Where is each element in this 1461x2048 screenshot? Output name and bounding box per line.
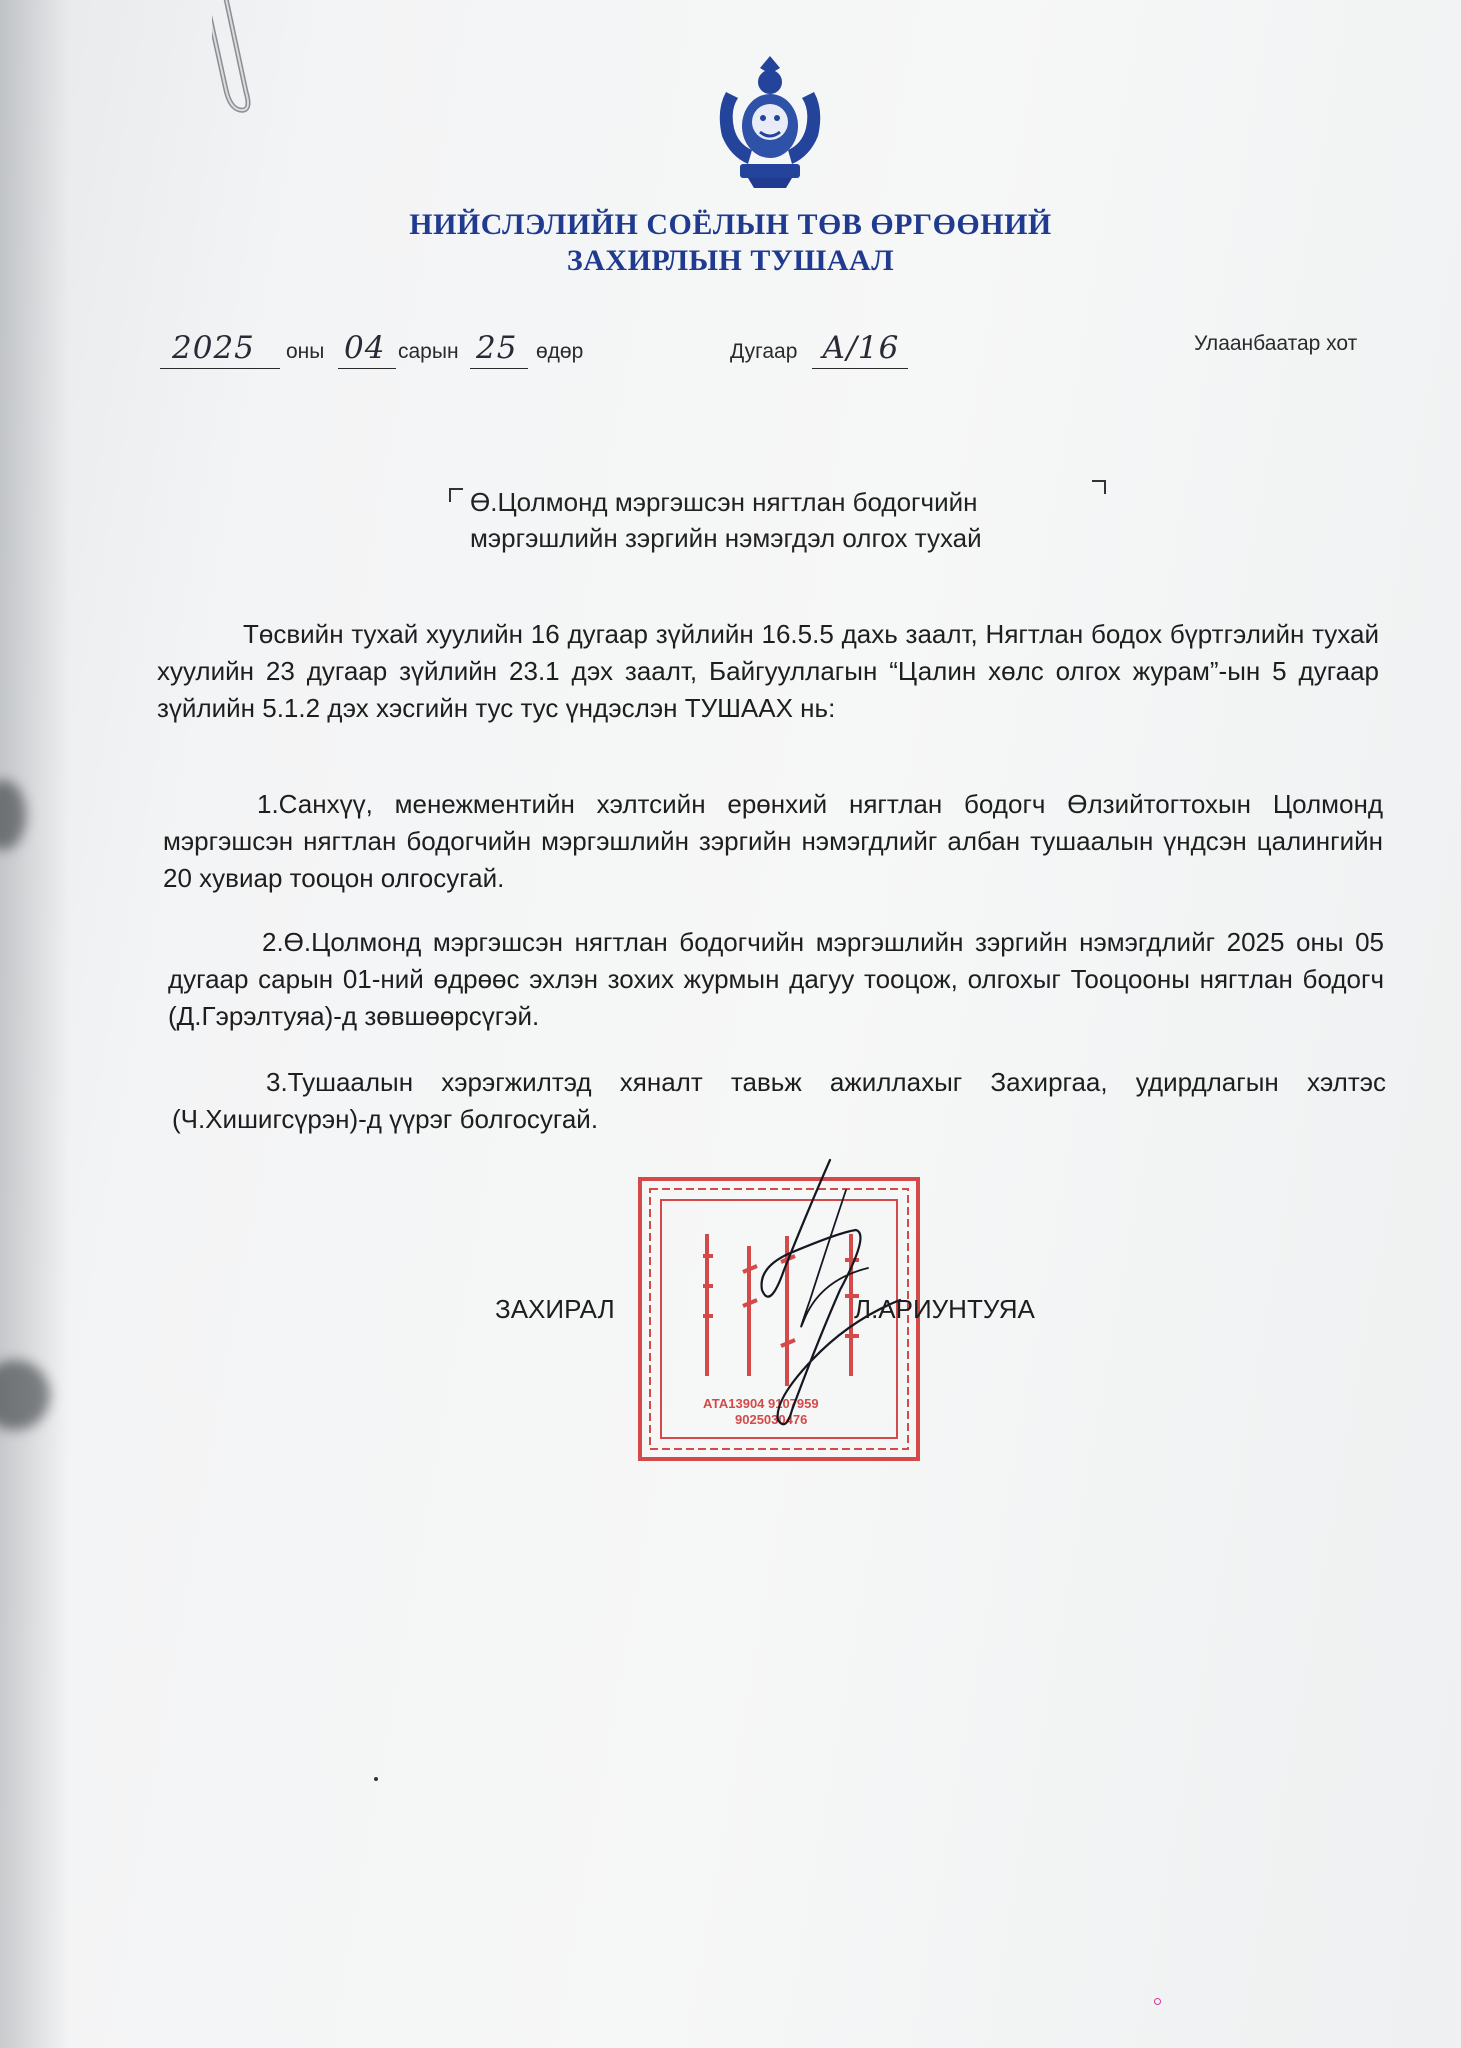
month-underline	[338, 368, 396, 369]
subject-bracket-left	[449, 488, 463, 502]
city-label: Улаанбаатар хот	[1194, 332, 1358, 355]
paper-speck	[1154, 1998, 1161, 2005]
date-year: 2025	[172, 330, 255, 366]
year-underline	[160, 368, 280, 369]
subject-bracket-right	[1092, 480, 1106, 494]
order-number-label: Дугаар	[730, 340, 798, 363]
organization-title: НИЙСЛЭЛИЙН СОЁЛЫН ТӨВ ӨРГӨӨНИЙ	[409, 208, 1052, 241]
order-subject	[470, 484, 1090, 556]
paperclip-icon	[212, 0, 272, 130]
order-number: А/16	[822, 330, 900, 366]
subject-line-1: Ө.Цолмонд мэргэшсэн нягтлан бодогчийн	[470, 487, 978, 517]
signatory-title: ЗАХИРАЛ	[495, 1294, 615, 1324]
page-edge-shadow	[0, 0, 70, 2048]
date-year-suffix: оны	[286, 340, 325, 363]
order-item-2: 2.Ө.Цолмонд мэргэшсэн нягтлан бодогчийн мэргэшлийн зэргийн нэмэгдлийг 2025 оны 05 дугаар сарын 01-ний өдрөөс эхлэн зохих журмын дагуу тооцож, олгохыг Тооцооны нягтлан бодогч (Д.Гэрэлтуяа)-д зөвшөөрсүгэй.	[168, 927, 1384, 1031]
stamp-line-1: АТА13904 9107959	[703, 1396, 819, 1411]
date-day: 25	[476, 330, 518, 366]
date-month: 04	[344, 330, 386, 366]
stamp-line-2: 9025030476	[735, 1412, 808, 1427]
mongolian-emblem-logo	[708, 52, 832, 190]
order-item-1: 1.Санхүү, менежментийн хэлтсийн ерөнхий нягтлан бодогч Өлзийтогтохын Цолмонд мэргэшсэн нягтлан бодогчийн мэргэшлийн зэргийн нэмэгдлийг албан тушаалын үндсэн цалингийн 20 хувиар тооцон олгосугай.	[163, 789, 1383, 893]
order-item-3: 3.Тушаалын хэрэгжилтэд хяналт тавьж ажиллахыг Захиргаа, удирдлагын хэлтэс (Ч.Хишигсүрэн)-д үүрэг болгосугай.	[172, 1067, 1386, 1134]
document-type-title: ЗАХИРЛЫН ТУШААЛ	[566, 244, 895, 277]
preamble-paragraph: Төсвийн тухай хуулийн 16 дугаар зүйлийн 16.5.5 дахь заалт, Нягтлан бодох бүртгэлийн тухай хуулийн 23 дугаар зүйлийн 23.1 дэх заалт, Байгууллагын “Цалин хөлс олгох журам”-ын 5 дугаар зүйлийн 5.1.2 дэх хэсгийн тус тус үндэслэн ТУШААХ нь:	[157, 619, 1379, 723]
date-day-suffix: өдөр	[536, 340, 584, 363]
paper-speck	[374, 1777, 378, 1781]
signatory-name: Л.АРИУНТУЯА	[854, 1294, 1035, 1324]
subject-line-2: мэргэшлийн зэргийн нэмэгдэл олгох тухай	[470, 523, 982, 553]
number-underline	[812, 368, 908, 369]
date-month-suffix: сарын	[398, 340, 459, 363]
day-underline	[470, 368, 528, 369]
